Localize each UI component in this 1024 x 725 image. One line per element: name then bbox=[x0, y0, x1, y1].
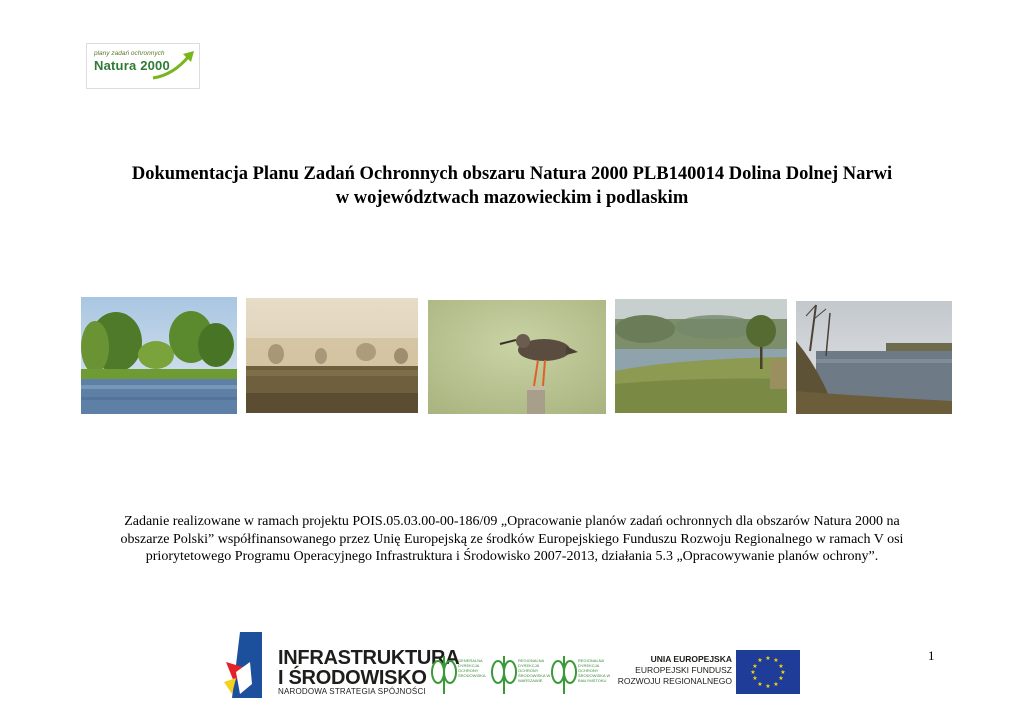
photo-river-bare-trees bbox=[796, 301, 952, 414]
paragraph-line-1: Zadanie realizowane w ramach projektu POIS.05.03.00-00-186/09 „Opracowanie planów zadań ochronnych dla obszarów Natura 2000 na bbox=[124, 514, 900, 529]
footer-logos bbox=[222, 630, 802, 700]
eu-line-3: ROZWOJU REGIONALNEGO bbox=[617, 676, 732, 686]
eu-fund-text bbox=[612, 654, 732, 687]
rdos-bialystok-label: REGIONALNA DYREKCJA OCHRONY ŚRODOWISKA W BIAŁYMSTOKU bbox=[578, 658, 611, 683]
rdos-warszawa-label: REGIONALNA DYREKCJA OCHRONY ŚRODOWISKA W WARSZAWIE bbox=[518, 658, 551, 683]
gdos-leaf-icon bbox=[430, 650, 458, 696]
svg-text:★: ★ bbox=[757, 681, 763, 688]
svg-text:★: ★ bbox=[757, 657, 763, 664]
svg-text:★: ★ bbox=[765, 683, 771, 690]
strategia-label: NARODOWA STRATEGIA SPÓJNOŚCI bbox=[278, 687, 426, 696]
photo-trees-river bbox=[81, 297, 237, 414]
paragraph-line-3: priorytetowego Programu Operacyjnego Infrastruktura i Środowisko 2007-2013, działania 5.3 „Opracowywanie planów ochrony”. bbox=[145, 549, 879, 564]
project-description bbox=[96, 513, 928, 566]
svg-text:★: ★ bbox=[750, 669, 756, 676]
svg-text:★: ★ bbox=[752, 663, 758, 670]
arrow-icon bbox=[147, 48, 197, 82]
srodowisko-label: I ŚRODOWISKO bbox=[278, 667, 427, 689]
photo-bird-on-post bbox=[428, 300, 606, 414]
title-line-1: Dokumentacja Planu Zadań Ochronnych obszaru Natura 2000 PLB140014 Dolina Dolnej Narwi bbox=[131, 164, 893, 184]
eu-line-2: EUROPEJSKI FUNDUSZ bbox=[635, 665, 732, 675]
svg-text:★: ★ bbox=[778, 675, 784, 682]
document-title bbox=[60, 162, 964, 210]
logo-big-text: Natura 2000 bbox=[94, 58, 170, 73]
natura-2000-logo bbox=[86, 43, 200, 89]
photo-misty-meadow bbox=[246, 298, 418, 413]
svg-text:★: ★ bbox=[773, 657, 779, 664]
page-number: 1 bbox=[928, 648, 935, 663]
paragraph-line-2: obszarze Polski” współfinansowanego przez Unię Europejską ze środków Europejskiego Funduszu Rozwoju Regionalnego w ramach V osi bbox=[120, 531, 904, 547]
svg-text:★: ★ bbox=[765, 655, 771, 662]
logo-small-text: plany zadań ochronnych bbox=[94, 50, 165, 57]
svg-text:★: ★ bbox=[773, 681, 779, 688]
rdos-bialystok-leaf-icon bbox=[550, 650, 578, 696]
infrastruktura-flag-icon bbox=[222, 632, 274, 698]
eu-flag-icon bbox=[736, 650, 800, 694]
infrastruktura-label: INFRASTRUKTURA bbox=[278, 647, 460, 669]
gdos-label: GENERALNA DYREKCJA OCHRONY ŚRODOWISKA bbox=[458, 658, 486, 678]
eu-line-1: UNIA EUROPEJSKA bbox=[650, 654, 732, 664]
photo-river-bank-tree bbox=[615, 299, 787, 413]
title-line-2: w województwach mazowieckim i podlaskim bbox=[335, 188, 689, 208]
svg-text:★: ★ bbox=[780, 669, 786, 676]
svg-text:★: ★ bbox=[752, 675, 758, 682]
svg-text:★: ★ bbox=[778, 663, 784, 670]
rdos-warszawa-leaf-icon bbox=[490, 650, 518, 696]
